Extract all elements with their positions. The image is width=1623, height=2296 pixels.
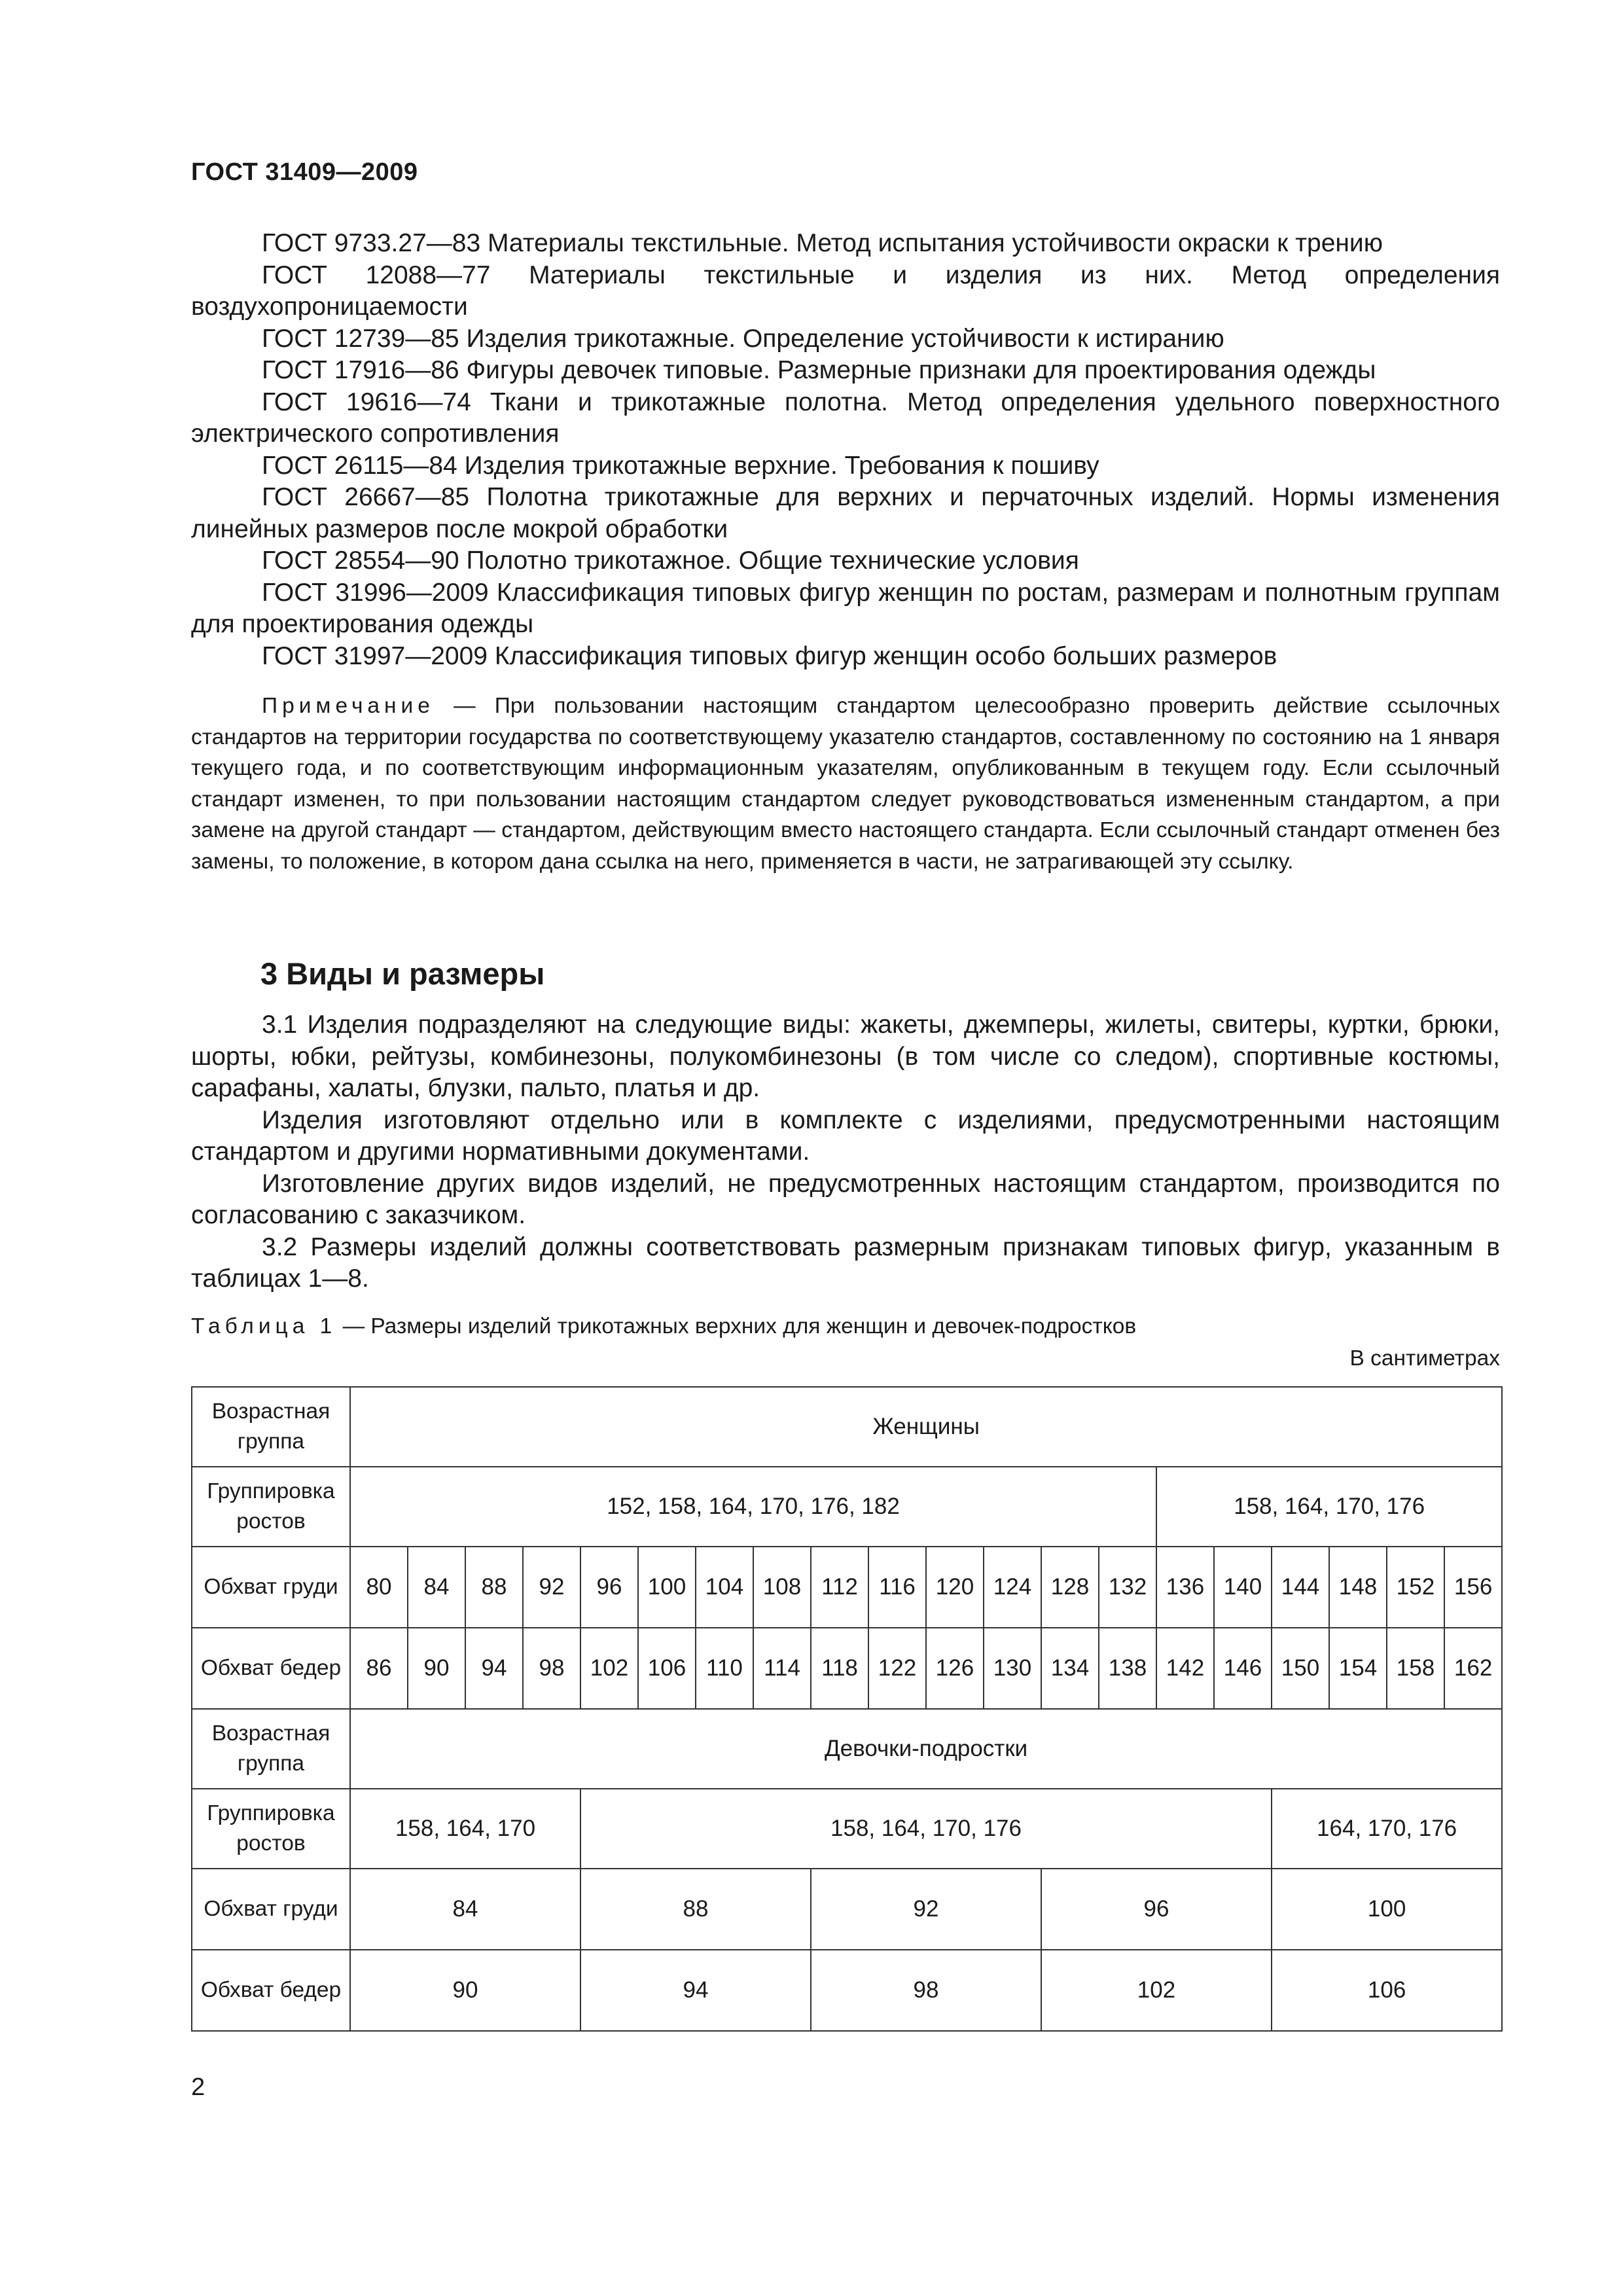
women-bust-cell: 128	[1041, 1547, 1099, 1628]
row-label-age-group: Возрастная группа	[192, 1387, 350, 1467]
girls-heights-cell: 158, 164, 170	[350, 1789, 580, 1869]
document-header: ГОСТ 31409—2009	[191, 158, 418, 186]
women-hips-cell: 122	[868, 1628, 926, 1709]
girls-hips-cell: 106	[1272, 1950, 1502, 2031]
women-hips-cell: 162	[1444, 1628, 1502, 1709]
women-hips-cell: 106	[638, 1628, 696, 1709]
reference-item: ГОСТ 12088—77 Материалы текстильные и изделия из них. Метод определения воздухопроницаемости	[191, 260, 1500, 321]
women-bust-cell: 144	[1272, 1547, 1329, 1628]
girls-bust-cell: 92	[811, 1869, 1041, 1950]
women-hips-cell: 114	[753, 1628, 811, 1709]
women-bust-cell: 136	[1156, 1547, 1214, 1628]
women-hips-cell: 94	[465, 1628, 523, 1709]
girls-bust-cell: 100	[1272, 1869, 1502, 1950]
women-hips-cell: 150	[1272, 1628, 1329, 1709]
women-hips-cell: 130	[984, 1628, 1041, 1709]
reference-item: ГОСТ 17916—86 Фигуры девочек типовые. Размерные признаки для проектирования одежды	[262, 356, 1376, 384]
women-bust-cell: 88	[465, 1547, 523, 1628]
women-bust-cell: 116	[868, 1547, 926, 1628]
women-hips-cell: 158	[1387, 1628, 1444, 1709]
women-bust-cell: 156	[1444, 1547, 1502, 1628]
reference-item: ГОСТ 19616—74 Ткани и трикотажные полотна. Метод определения удельного поверхностного электрического сопротивления	[191, 387, 1500, 448]
women-hips-cell: 98	[523, 1628, 580, 1709]
girls-heights-cell: 164, 170, 176	[1272, 1789, 1502, 1869]
note-text: — При пользовании настоящим стандартом целесообразно проверить действие ссылочных стандартов на территории государства по соответствующему указателю стандартов, составленному по состоянию на 1 января текущего года, и по соответствующим информационным указателям, опубликованным в текущем году. Если ссылочный стандарт изменен, то при пользовании настоящим стандартом следует руководствоваться измененным стандартом, а при замене на другой стандарт — стандартом, действующим вместо настоящего стандарта. Если ссылочный стандарт отменен без замены, то положение, в котором дана ссылка на него, применяется в части, не затрагивающей эту ссылку.	[191, 694, 1500, 874]
women-group-cell: Женщины	[350, 1387, 1502, 1467]
women-bust-cell: 108	[753, 1547, 811, 1628]
reference-item: ГОСТ 26115—84 Изделия трикотажные верхние. Требования к пошиву	[262, 451, 1099, 480]
row-label-hips: Обхват бедер	[192, 1628, 350, 1709]
sizes-table	[191, 1386, 1503, 2032]
note-label: Примечание	[262, 694, 435, 718]
women-bust-cell: 92	[523, 1547, 580, 1628]
table-row	[192, 1547, 1502, 1628]
table-caption-label: Таблица 1	[191, 1314, 337, 1338]
women-bust-cell: 96	[580, 1547, 638, 1628]
women-heights-cell: 158, 164, 170, 176	[1156, 1467, 1502, 1547]
table-row	[192, 1789, 1502, 1869]
table-row	[192, 1869, 1502, 1950]
table-caption-text: — Размеры изделий трикотажных верхних для женщин и девочек-подростков	[336, 1314, 1137, 1338]
row-label-bust: Обхват груди	[192, 1547, 350, 1628]
table-row	[192, 1628, 1502, 1709]
table-units: В сантиметрах	[1349, 1346, 1500, 1371]
reference-item: ГОСТ 28554—90 Полотно трикотажное. Общие технические условия	[262, 547, 1079, 575]
page-number: 2	[191, 2073, 205, 2101]
women-hips-cell: 102	[580, 1628, 638, 1709]
section-paragraph: Изготовление других видов изделий, не предусмотренных настоящим стандартом, производится по согласованию с заказчиком.	[191, 1169, 1500, 1229]
table-row	[192, 1387, 1502, 1467]
section-paragraph: 3.2 Размеры изделий должны соответствовать размерным признакам типовых фигур, указанным в таблицах 1—8.	[191, 1232, 1500, 1293]
table-row	[192, 1467, 1502, 1547]
women-bust-cell: 140	[1214, 1547, 1272, 1628]
women-hips-cell: 86	[350, 1628, 408, 1709]
section-body	[191, 1009, 1500, 1295]
women-hips-cell: 110	[696, 1628, 753, 1709]
women-hips-cell: 90	[408, 1628, 465, 1709]
women-bust-cell: 152	[1387, 1547, 1444, 1628]
girls-bust-cell: 84	[350, 1869, 580, 1950]
girls-hips-cell: 98	[811, 1950, 1041, 2031]
women-bust-cell: 84	[408, 1547, 465, 1628]
reference-item: ГОСТ 26667—85 Полотна трикотажные для верхних и перчаточных изделий. Нормы изменения линейных размеров после мокрой обработки	[191, 483, 1500, 543]
girls-bust-cell: 88	[580, 1869, 811, 1950]
women-hips-cell: 134	[1041, 1628, 1099, 1709]
girls-heights-cell: 158, 164, 170, 176	[580, 1789, 1272, 1869]
section-paragraph: Изделия изготовляют отдельно или в комплекте с изделиями, предусмотренными настоящим стандартом и другими нормативными документами.	[191, 1105, 1500, 1166]
row-label-hips: Обхват бедер	[192, 1950, 350, 2031]
section-paragraph: 3.1 Изделия подразделяют на следующие виды: жакеты, джемперы, жилеты, свитеры, куртки, брюки, шорты, юбки, рейтузы, комбинезоны, полукомбинезоны (в том числе со следом), спортивные костюмы, сарафаны, халаты, блузки, пальто, платья и др.	[191, 1011, 1500, 1102]
reference-item: ГОСТ 31997—2009 Классификация типовых фигур женщин особо больших размеров	[262, 641, 1277, 670]
row-label-height-group: Группировка ростов	[192, 1789, 350, 1869]
women-bust-cell: 124	[984, 1547, 1041, 1628]
women-bust-cell: 104	[696, 1547, 753, 1628]
girls-group-cell: Девочки-подростки	[350, 1709, 1502, 1789]
reference-item: ГОСТ 31996—2009 Классификация типовых фигур женщин по ростам, размерам и полнотным группам для проектирования одежды	[191, 578, 1500, 638]
girls-hips-cell: 94	[580, 1950, 811, 2031]
reference-item: ГОСТ 12739—85 Изделия трикотажные. Определение устойчивости к истиранию	[262, 324, 1224, 353]
row-label-height-group: Группировка ростов	[192, 1467, 350, 1547]
reference-item: ГОСТ 9733.27—83 Материалы текстильные. Метод испытания устойчивости окраски к трению	[262, 229, 1383, 257]
women-hips-cell: 142	[1156, 1628, 1214, 1709]
row-label-age-group: Возрастная группа	[192, 1709, 350, 1789]
table-row	[192, 1950, 1502, 2031]
girls-hips-cell: 102	[1041, 1950, 1272, 2031]
women-hips-cell: 146	[1214, 1628, 1272, 1709]
normative-references-list	[191, 228, 1500, 672]
girls-hips-cell: 90	[350, 1950, 580, 2031]
women-heights-cell: 152, 158, 164, 170, 176, 182	[350, 1467, 1156, 1547]
women-hips-cell: 118	[811, 1628, 868, 1709]
table-row	[192, 1709, 1502, 1789]
women-hips-cell: 154	[1329, 1628, 1387, 1709]
row-label-bust: Обхват груди	[192, 1869, 350, 1950]
women-bust-cell: 100	[638, 1547, 696, 1628]
section-title: 3 Виды и размеры	[260, 956, 545, 991]
women-hips-cell: 126	[926, 1628, 984, 1709]
women-bust-cell: 80	[350, 1547, 408, 1628]
table-caption	[191, 1314, 1136, 1339]
women-bust-cell: 120	[926, 1547, 984, 1628]
women-bust-cell: 148	[1329, 1547, 1387, 1628]
girls-bust-cell: 96	[1041, 1869, 1272, 1950]
women-hips-cell: 138	[1099, 1628, 1156, 1709]
women-bust-cell: 112	[811, 1547, 868, 1628]
note-block	[191, 691, 1500, 877]
women-bust-cell: 132	[1099, 1547, 1156, 1628]
